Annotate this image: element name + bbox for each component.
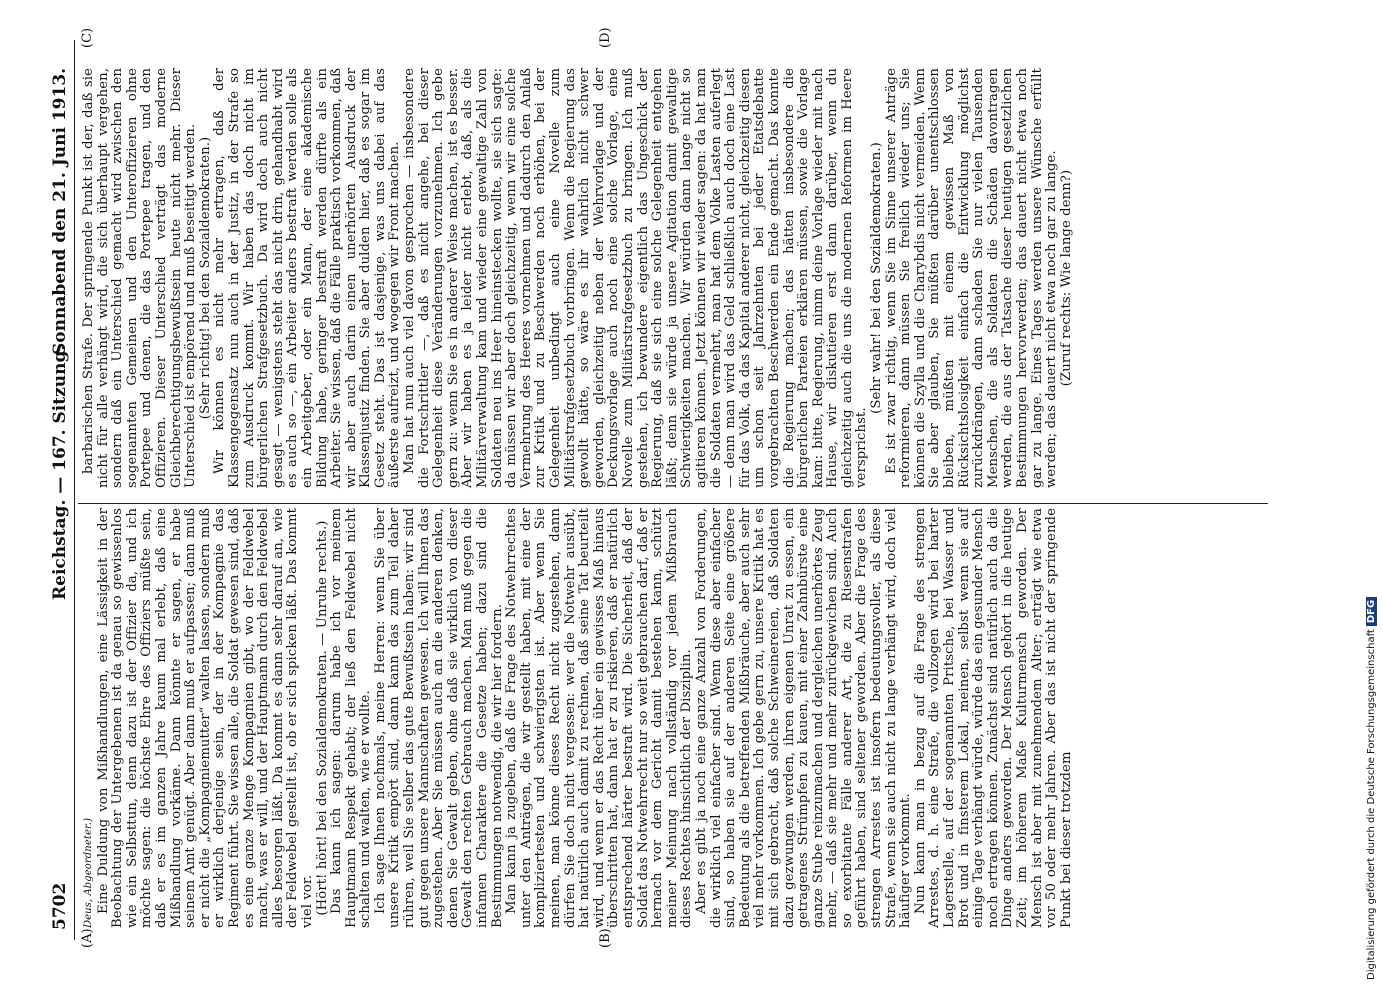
paragraph: Nun kann man in bezug auf die Frage des strengen Arrestes, d. h. eine Strafe, die vollzogen wird bei harter Lagerstelle, auf der sogenannten Pritsche, bei Wasser und Brot und in finsterem Lokal, meinen, selbst wenn sie auf einige Tage verhängt würde, würde das ein gesunder Mensch noch ertragen können. Zunächst sind natürlich auch da die Dinge anders geworden. Der Mensch gehört in die heutige Zeit; im höherem Maße Kulturmensch geworden. Der Mensch ist aber mit zunehmendem Alter; erträgt wie etwa vor 50 oder mehr Jahren. Aber das ist nicht der springende Punkt bei dieser trotzdem xyxy=(912,508,1074,928)
paragraph: barbarischen Strafe. Der springende Punkt ist der, daß sie nicht für alle verhängt wird, die sich überhaupt vergehen, sondern daß ein Unterschied gemacht wird zwischen den sogenannten Gemeinen und den Unteroffizieren ohne Portepee und denen, die das Portepee tragen, und den Offizieren. Dieser Unterschied verträgt das moderne Gleichberechtigungsbewußtsein heute nicht mehr. Dieser Unterschied ist empörend und muß beseitigt werden. xyxy=(81,68,199,488)
digitization-credit xyxy=(1366,597,1377,980)
interjection: (Sehr wahr! bei den Sozialdemokraten.) xyxy=(869,142,885,414)
session-date: Sonnabend den 21. Juni 1913. xyxy=(50,67,70,355)
paragraph: Eine Duldung von Mißhandlungen, eine Lässigkeit in der Beobachtung der Untergebenen ist da genau so gewissenlos wie ein Selbsttun, denn dazu ist der Offizier da, und ich möchte sagen: die höchste Ehre des Offiziers müßte sein, daß er es im ganzen Jahre kaum mal erlebt, daß eine Mißhandlung vorkäme. Dann könnte er sagen, er habe seinem Amt genügt. Aber dann muß er aufpassen; dann muß er nicht die „Kompagniemutter“ walten lassen, sondern muß er wirklich derjenige sein, der in der Kompagnie das Regiment führt. Sie wissen alle, die Soldat gewesen sind, daß es eine ganze Menge Kompagnien gibt, wo der Feldwebel macht, was er will, und der Hauptmann durch den Feldwebel alles besorgen läßt. Da kommt es dann sehr darauf an, wie der Feldwebel gestellt ist, ob er sich spicken läßt. Das kommt viel vor. xyxy=(95,508,315,928)
paragraph: Aber es gibt ja noch eine ganze Anzahl von Forderungen, die wirklich viel einfacher sind. Wenn diese aber einfacher sind, so haben sie auf der anderen Seite eine größere Bedeutung als die betreffenden Mißbräuche, aber auch sehr viel mehr vorkommen. Ich gebe gern zu, unsere Kritik hat es mit sich gebracht, daß solche Schweinereien, daß Soldaten dazu gezwungen werden, ihren eigenen Unrat zu essen, ein getragenes Strümpfen zu kauen, mit einer Zahnbürste eine ganze Stube reinzumachen und dergleichen unerhörtes Zeug mehr, — daß sie mehr und mehr zurückgewichen sind. Auch so exorbitante Fälle anderer Art, die zu Riesenstrafen geführt haben, sind seltener geworden. Aber die Frage des strengen Arrestes ist insofern bedeutungsvoller, als diese Strafe, wenn sie auch nicht zu lange verhängt wird, doch viel häufiger vorkommt. xyxy=(693,508,914,928)
header-rule xyxy=(74,40,75,940)
margin-label-a: (A) xyxy=(80,928,95,948)
speaker-label: Deus, Abgeordneter.) xyxy=(83,817,94,928)
left-column xyxy=(82,508,1074,928)
paragraph: Das kann ich sagen: darum habe ich vor meinem Hauptmann Respekt gehabt; der ließ den Feldwebel nicht schalten und walten, wie er wollte. xyxy=(329,508,374,928)
margin-label-c: (C) xyxy=(80,27,95,48)
paragraph: Wir können es nicht mehr ertragen, daß der Klassengegensatz nun auch in der Justiz, in der Strafe so zum Ausdruck kommt. Wir haben das doch nicht im bürgerlichen Strafgesetzbuch. Da wird doch auch nicht gesagt — wenigstens steht das nicht drin, gehandhabt wird es auch so —, ein Arbeiter anders bestraft werden solle als ein Arbeitgeber, oder ein Mann, der eine akademische Bildung habe, geringer bestraft werden dürfte als ein Arbeiter. Sie wissen, daß die Fälle praktisch vorkommen, daß wir aber auch darin einen unerhörten Ausdruck der Klassenjustiz finden. Sie aber dulden hier, daß es sogar im Gesetz steht. Das ist dasjenige, was uns dabei auf das äußerste aufreizt, und wogegen wir Front machen. xyxy=(212,68,403,488)
credit-text: Digitalisierung gefördert durch die Deutsche Forschungsgemeinschaft xyxy=(1366,629,1377,980)
interjection: (Sehr richtig! bei den Sozialdemokraten.) xyxy=(197,136,213,420)
interjection: (Hört! hört! bei den Sozialdemokraten. — Unruhe rechts.) xyxy=(314,520,330,916)
paragraph: Man hat nun auch viel davon gesprochen — insbesondere die Fortschrittler —, daß es nicht angehe, bei dieser Gelegenheit diese Veränderungen vorzunehmen. Ich gebe gern zu: wenn Sie es in anderer Weise machen, ist es besser. Aber wir haben es ja leider nicht erlebt, daß, als die Militärverwaltung kam und wieder eine gewaltige Zahl von Soldaten neu ins Heer hineinstecken wollte, sie sich sagte: da müssen wir aber doch gleichzeitig, wenn wir eine solche Vermehrung des Heeres vornehmen und dadurch den Anlaß zur Kritik und zu Beschwerden noch erhöhen, bei der Gelegenheit unbedingt auch eine Novelle zum Militärstrafgesetzbuch vorbringen. Wenn die Regierung das gewollt hätte, so wäre es ihr wahrlich nicht schwer geworden, gleichzeitig neben der Wehrvorlage und der Deckungsvorlage auch noch eine solche Vorlage, eine Novelle zum Militärstrafgesetzbuch zu bringen. Ich muß gestehen, ich bewundere eigentlich das Ungeschick der Regierung, daß sie sich eine solche Gelegenheit entgehen läßt; denn sie würde ja unsere Agitation damit gewaltige Schwierigkeiten machen. Wir würden dann lange nicht so agitieren können. Jetzt können wir wieder sagen: da hat man die Soldaten vermehrt, man hat dem Volke Lasten auferlegt — denn man wird das Geld schließlich auch doch eine Last für das Volk, da das Kapital anderer nicht, gleichzeitig diesen um schon seit Jahrzehnten bei jeder Etatsdebatte vorgebrachten Beschwerden ein Ende gemacht. Das konnte die Regierung machen; das hätten insbesondere die bürgerlichen Parteien erklären müssen, sowie die Vorlage kam: bitte, Regierung, nimm deine Vorlage wieder mit nach Hause, wir diskutieren erst dann darüber, wenn du gleichzeitig auch die uns die modernen Reformen im Heere versprichst. xyxy=(402,68,870,488)
paragraph: Es ist zwar richtig, wenn Sie im Sinne unserer Anträge reformieren, dann müssen Sie freilich wieder uns; Sie können die Szylla und die Charybdis nicht vermeiden. Wenn Sie aber glauben, Sie müßten darüber unentschlossen bleiben, müßten mit einem gewissen Maß von Rücksichtslosigkeit einfach die Entwicklung möglichst zurückdrängen, dann schaden Sie nur vielen Tausenden Menschen, die als Soldaten die Schäden davontragen werden, die aus der Tatsache dieser heutigen gesetzlichen Bestimmungen hervorwerden; das dauert nicht etwa noch gar zu lange. Eines Tages werden unsere Wünsche erfüllt werden; das dauert nicht etwa noch gar zu lange. xyxy=(883,68,1060,488)
session-title: Reichstag. — 167. Sitzung. xyxy=(50,344,70,600)
margin-label-b: (B) xyxy=(598,928,613,948)
column-divider xyxy=(78,503,1268,504)
right-column xyxy=(82,68,1074,488)
interjection: (Zuruf rechts: Wie lange denn?) xyxy=(1058,169,1074,387)
paragraph: Ich sage Ihnen nochmals, meine Herren: wenn Sie über unsere Kritik empört sind, dann kann das zum Teil daher rühren, weil Sie selber das gute Bewußtsein haben: wir sind gut gegen unsere Mannschaften gewesen. Ich will Ihnen das zugestehen. Aber Sie müssen auch an die anderen denken, denen Sie Gewalt geben, ohne daß sie wirklich von dieser Gewalt den rechten Gebrauch machen. Man muß gegen die infamen Charaktere die Gesetze haben; dazu sind die Bestimmungen notwendig, die wir hier fordern. xyxy=(372,508,505,928)
page-header xyxy=(50,50,72,930)
paragraph: Man kann ja zugeben, daß die Frage des Notwehrrechtes unter den Anträgen, die wir gestellt haben, mit eine der kompliziertesten und schwierigsten ist. Aber wenn Sie meinen, man könne dieses Recht nicht zugestehen, dann dürfen Sie doch nicht vergessen: wer die Notwehr ausübt, hat natürlich auch damit zu rechnen, daß seine Tat beurteilt wird, und wenn er das Recht über ein gewisses Maß hinaus überschritten hat, dann hat er zu riskieren, daß er natürlich entsprechend härter bestraft wird. Die Sicherheit, daß der Soldat das Notwehrrecht nur so weit gebrauchen darf, daß er hernach vor dem Gericht damit bestehen kann, schützt meiner Meinung nach vollständig vor jedem Mißbrauch dieses Rechtes hinsichtlich der Disziplin. xyxy=(504,507,695,928)
margin-label-d: (D) xyxy=(598,27,613,48)
page-number: 5702 xyxy=(50,882,70,930)
dfg-logo: DFG xyxy=(1366,597,1377,626)
